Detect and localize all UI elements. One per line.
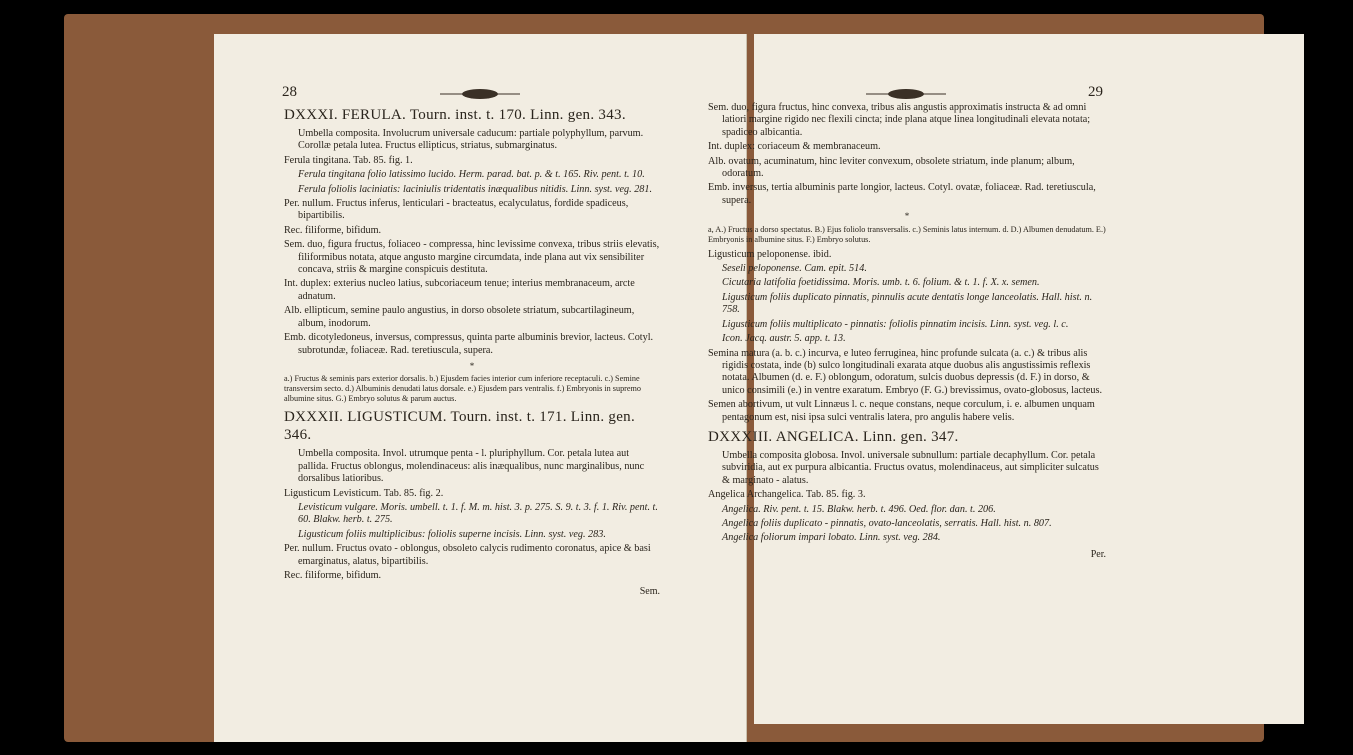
left-block-7: Sem. duo, figura fructus, foliaceo - compressa, hinc levissime convexa, tribus striis elevatis, filiformibus notata, atque angusto margine circumdata, inde plana aut vix sensibiliter concava, striis & margine conspicuis destituta.	[284, 239, 660, 276]
right-block-18: Angelica foliis duplicato - pinnatis, ovato-lanceolatis, serratis. Hall. hist. n. 807.	[722, 517, 1052, 529]
right-block-10: Ligusticum foliis multiplicato - pinnatis: foliolis pinnatim incisis. Linn. syst. veg. l. c.	[722, 318, 1069, 330]
right-block-4: *	[904, 211, 910, 222]
left-text-column	[284, 102, 660, 599]
right-block-6: Ligusticum peloponense. ibid.	[708, 248, 832, 260]
right-block-16: Angelica Archangelica. Tab. 85. fig. 3.	[708, 489, 866, 501]
left-block-15: Ligusticum Levisticum. Tab. 85. fig. 2.	[284, 487, 444, 499]
left-block-10: Emb. dicotyledoneus, inversus, compressus, quinta parte albuminis brevior, lacteus. Cotyl. subrotundæ, foliaceæ. Rad. teretiuscula, supera.	[284, 332, 654, 356]
right-text-column	[708, 102, 1106, 561]
left-block-19: Rec. filiforme, bifidum.	[284, 569, 382, 581]
right-block-0: Sem. duo, figura fructus, hinc convexa, tribus alis angustis approximatis instructa & ad omni latiori margine rigido nec flexili cincta; inde plana atque linea longitudinali elevata notata; spadiceo albicantia.	[708, 102, 1091, 138]
right-block-7: Seseli peloponense. Cam. epit. 514.	[722, 263, 867, 275]
left-block-5: Per. nullum. Fructus inferus, lenticulari - bracteatus, ecalyculatus, fordide spadiceus, bipartibilis.	[284, 198, 629, 222]
left-catchword: Sem.	[639, 586, 660, 598]
left-block-3: Ferula tingitana folio latissimo lucido. Herm. parad. bat. p. & t. 165. Riv. pent. t. 10.	[298, 169, 645, 181]
right-block-1: Int. duplex: coriaceum & membranaceum.	[708, 141, 881, 153]
ornament-left	[440, 88, 520, 100]
left-block-0: DXXXI. FERULA. Tourn. inst. t. 170. Linn. gen. 343.	[284, 107, 626, 123]
left-block-2: Ferula tingitana. Tab. 85. fig. 1.	[284, 154, 413, 166]
right-catchword: Per.	[1090, 548, 1106, 560]
left-block-11: *	[469, 360, 475, 371]
left-block-8: Int. duplex: exterius nucleo latius, subcoriaceum tenue; interius membranaceum, arcte adnatum.	[284, 278, 635, 302]
left-page-number: 28	[282, 84, 297, 100]
left-block-18: Per. nullum. Fructus ovato - oblongus, obsoleto calycis rudimento coronatus, apice & basi emarginatus, alatus, bipartibilis.	[284, 543, 651, 567]
left-block-6: Rec. filiforme, bifidum.	[284, 224, 382, 236]
right-block-9: Ligusticum foliis duplicato pinnatis, pinnulis acute dentatis longe lanceolatis. Hall. hist. n. 758.	[722, 291, 1093, 316]
left-block-1: Umbella composita. Involucrum universale caducum: partiale polyphyllum, parvum. Corollæ petala lutea. Fructus ellipticus, striatus, submarginatus.	[298, 128, 644, 152]
right-block-11: Icon. Jacq. austr. 5. app. t. 13.	[722, 333, 846, 345]
left-block-12: a.) Fructus & seminis pars exterior dorsalis. b.) Ejusdem facies interior cum inferiore receptaculi. c.) Semine transversim secto. d.) Albuminis denudati latus dorsale. e.) Ejusdem pars ventralis. f.) Embryonis in supremo albumine situs. G.) Embryo solutus & parum auctus.	[284, 374, 641, 404]
left-block-17: Ligusticum foliis multiplicibus: foliolis superne incisis. Linn. syst. veg. 283.	[298, 528, 606, 540]
left-block-16: Levisticum vulgare. Moris. umbell. t. 1. f. M. m. hist. 3. p. 275. S. 9. t. 3. f. 1. Riv. pent. t. 60. Blakw. herb. t. 275.	[298, 501, 658, 526]
right-block-15: Umbella composita globosa. Invol. universale subnullum: partiale decaphyllum. Cor. petala subviridia, aut ex purpura albicantia. Fructus ovatus, molendinaceus, aut simpliciter sulcatus & marginato - alatus.	[722, 449, 1099, 486]
right-block-8: Cicutaria latifolia foetidissima. Moris. umb. t. 6. folium. & t. 1. f. X. x. semen.	[722, 277, 1040, 289]
right-page-number: 29	[1088, 84, 1103, 100]
right-block-2: Alb. ovatum, acuminatum, hinc leviter convexum, obsolete striatum, inde planum; album, odoratum.	[708, 155, 1075, 180]
right-block-13: Semen abortivum, ut vult Linnæus l. c. neque constans, neque corculum, i. e. albumen unquam pentagonum est, nisi ipsa sulci ventralis latera, pro angulis habere velis.	[708, 399, 1095, 423]
left-block-4: Ferula foliolis laciniatis: laciniulis tridentatis inæqualibus nitidis. Linn. syst. veg. 281.	[298, 183, 653, 195]
left-block-14: Umbella composita. Invol. utrumque penta - l. pluriphyllum. Cor. petala lutea aut pallida. Fructus oblongus, molendinaceus: alis inæqualibus, nunc marginalibus, nunc dorsalibus latioribus.	[298, 448, 645, 485]
left-block-13: DXXXII. LIGUSTICUM. Tourn. inst. t. 171. Linn. gen. 346.	[284, 409, 636, 444]
right-block-17: Angelica. Riv. pent. t. 15. Blakw. herb. t. 496. Oed. flor. dan. t. 206.	[722, 503, 996, 515]
left-block-9: Alb. ellipticum, semine paulo angustius, in dorso obsolete striatum, subcartilagineum, album, inodorum.	[284, 305, 635, 329]
right-block-3: Emb. inversus, tertia albuminis parte longior, lacteus. Cotyl. ovatæ, foliaceæ. Rad. teretiuscula, supera.	[708, 182, 1096, 206]
right-block-14: DXXXIII. ANGELICA. Linn. gen. 347.	[708, 428, 959, 445]
right-block-5: a, A.) Fructus a dorso spectatus. B.) Ejus foliolo transversalis. c.) Seminis latus internum. d. D.) Albumen denudatum. E.) Embryonis in albumine situs. F.) Embryo solutus.	[708, 224, 1106, 244]
ornament-right	[866, 88, 946, 100]
right-block-19: Angelica foliorum impari lobato. Linn. syst. veg. 284.	[722, 532, 941, 544]
right-block-12: Semina matura (a. b. c.) incurva, e luteo ferruginea, hinc profunde sulcata (a. c.) & tribus alis rigidis costata, inde (b) sulco longitudinali exarata atque duobus alis angustissimis reflexis notata. Albumen (d. e. F.) oblongum, odoratum, sulcis duobus depressis (d. F.) in dorso, & unico consimili (e.) in ventre exaratum. Embryo (F. G.) brevissimus, ovato-globosus, lacteus.	[708, 347, 1103, 396]
